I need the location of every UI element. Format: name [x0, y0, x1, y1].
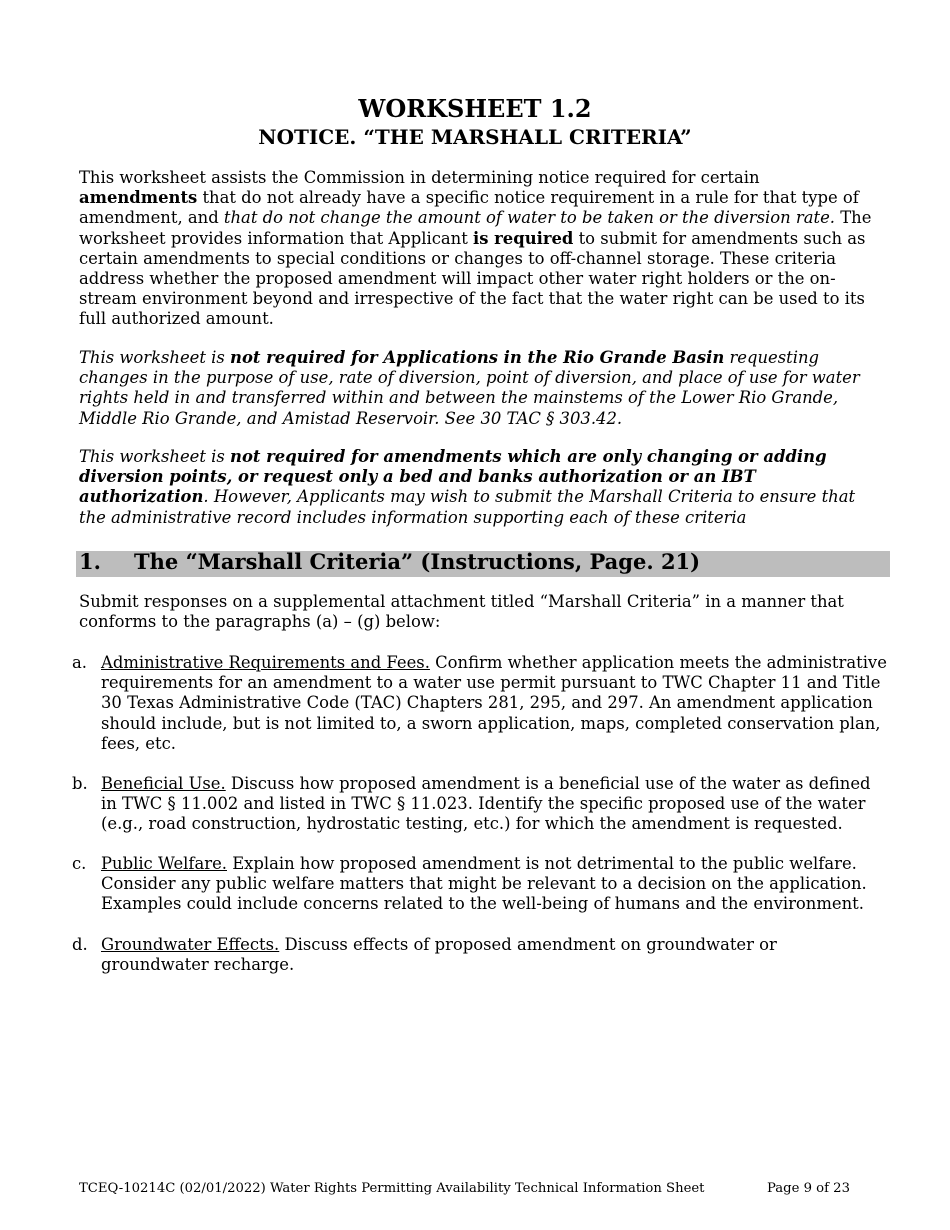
bold-run: is required [473, 228, 574, 248]
text-run: that do not already have a specific notice requirement in a rule for that type of amendment, and [79, 188, 859, 228]
section-title: The “Marshall Criteria” (Instructions, Page. 21) [134, 549, 701, 574]
text-run: This worksheet assists the Commission in determining notice required for certain [79, 168, 760, 187]
item-heading: Groundwater Effects. [101, 935, 280, 954]
item-body [101, 854, 887, 915]
item-letter: b. [72, 774, 88, 793]
item-body [101, 935, 887, 975]
item-letter: c. [72, 854, 87, 873]
text-run: The worksheet provides information that Applicant [79, 208, 872, 248]
text-run: This worksheet is [79, 348, 231, 367]
section-number: 1. [79, 549, 101, 574]
item-text: Discuss how proposed amendment is a beneficial use of the water as defined in TWC § 11.002 and listed in TWC § 11.023. Identify the specific proposed use of the water (e.g., road construction, hydrostatic testing, etc.) for which the amendment is requested. [101, 774, 871, 834]
intro-paragraph-2 [79, 348, 879, 429]
intro-paragraph-3 [79, 447, 879, 528]
footer-page-number: Page 9 of 23 [767, 1181, 850, 1196]
item-heading: Public Welfare. [101, 854, 227, 873]
item-text: Explain how proposed amendment is not detrimental to the public welfare. Consider any public welfare matters that might be relevant to a decision on the application. Examples could include concerns related to the well-being of humans and the environment. [101, 854, 867, 914]
item-letter: d. [72, 935, 88, 954]
item-heading: Administrative Requirements and Fees. [101, 653, 430, 672]
section-intro: Submit responses on a supplemental attachment titled “Marshall Criteria” in a manner that conforms to the paragraphs (a) – (g) below: [79, 592, 844, 632]
bold-run: not required for amendments which are only changing or adding diversion points, or request only a bed and banks authorization or an IBT authorization [79, 447, 827, 507]
item-body [101, 774, 887, 835]
bold-run: not required for Applications in the Rio Grande Basin [230, 348, 725, 367]
text-run: to submit for amendments such as certain amendments to special conditions or changes to off-channel storage. These criteria address whether the proposed amendment will impact other water right holders or the on- stream environment beyond and irrespective of the fact that the water right can be used to its full authorized amount. [79, 228, 866, 329]
text-run: This worksheet is [79, 447, 231, 466]
item-text: Confirm whether application meets the administrative requirements for an amendment to a water use permit pursuant to TWC Chapter 11 and Title 30 Texas Administrative Code (TAC) Chapters 281, 295, and 297. An amendment application should include, but is not limited to, a sworn application, maps, completed conservation plan, fees, etc. [101, 653, 887, 753]
bold-run: amendments [79, 188, 198, 208]
text-run: . However, Applicants may wish to submit the Marshall Criteria to ensure that the administrative record includes information supporting each of these criteria [79, 487, 856, 527]
item-text: Discuss effects of proposed amendment on groundwater or groundwater recharge. [101, 935, 777, 975]
worksheet-subtitle: NOTICE. “THE MARSHALL CRITERIA” [258, 125, 692, 149]
text-run: requesting changes in the purpose of use, rate of diversion, point of diversion, and place of use for water rights held in and transferred within and between the mainstems of the Lower Rio Grande, Middle Rio Grande, and Amistad Reservoir. See 30 TAC § 303.42. [79, 348, 860, 428]
italic-run: that do not change the amount of water to be taken or the diversion rate. [223, 208, 836, 228]
item-body [101, 653, 887, 754]
item-letter: a. [72, 653, 87, 672]
item-heading: Beneficial Use. [101, 774, 226, 793]
footer-form-info: TCEQ-10214C (02/01/2022) Water Rights Permitting Availability Technical Information Sheet [79, 1181, 705, 1196]
worksheet-title: WORKSHEET 1.2 [358, 94, 592, 123]
intro-paragraph-1 [79, 168, 879, 330]
